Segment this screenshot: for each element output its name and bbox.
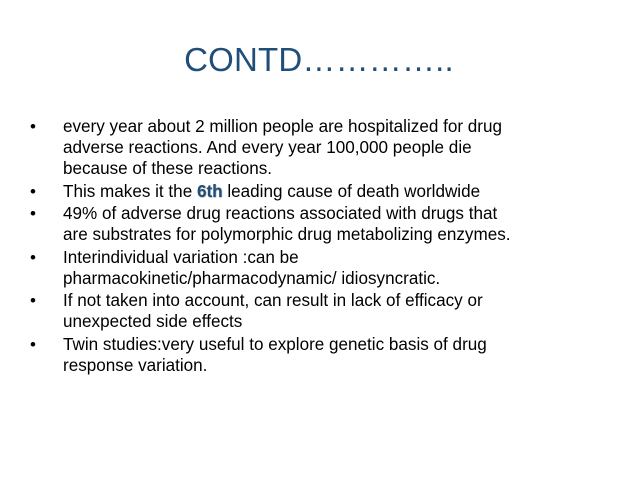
bullet-dot-icon: •: [30, 181, 36, 201]
bullet-text-line: are substrates for polymorphic drug metabolizing enzymes.: [63, 225, 511, 244]
bullet-text-before: This makes it the: [63, 181, 197, 201]
bullet-text-line: unexpected side effects: [63, 312, 243, 331]
bullet-list: [30, 116, 620, 377]
highlight-rank: 6th: [196, 181, 223, 201]
bullet-text-line: pharmacokinetic/pharmacodynamic/ idiosyncratic.: [63, 268, 441, 288]
bullet-dot-icon: •: [30, 291, 36, 310]
bullet-text-line: 49% of adverse drug reactions associated with drugs that: [63, 204, 498, 223]
bullet-dot-icon: •: [30, 204, 36, 223]
bullet-text-line: Interindividual variation :can be: [63, 247, 299, 267]
bullet-text-line: Twin studies:very useful to explore genetic basis of drug: [63, 334, 487, 354]
bullet-dot-icon: •: [30, 117, 36, 136]
bullet-text-line: adverse reactions. And every year 100,000 people die: [63, 138, 472, 157]
bullet-text-line: every year about 2 million people are hospitalized for drug: [63, 117, 502, 136]
bullet-text-line: because of these reactions.: [63, 159, 273, 178]
bullet-item-interindividual-variation: [30, 247, 620, 289]
bullet-dot-icon: •: [30, 334, 36, 354]
bullet-item-hospitalizations: [30, 116, 620, 179]
bullet-dot-icon: •: [30, 247, 36, 267]
slide-title: CONTD…………..: [184, 41, 454, 78]
bullet-item-twin-studies: [30, 334, 620, 376]
bullet-text-line: If not taken into account, can result in lack of efficacy or: [63, 291, 483, 310]
bullet-item-lack-of-efficacy: [30, 290, 620, 332]
bullet-text-line: [63, 181, 620, 202]
bullet-text-after: leading cause of death worldwide: [222, 181, 481, 201]
bullet-text-line: response variation.: [63, 355, 208, 375]
bullet-item-cause-of-death: [30, 181, 620, 202]
bullet-item-polymorphic-enzymes: [30, 203, 620, 245]
